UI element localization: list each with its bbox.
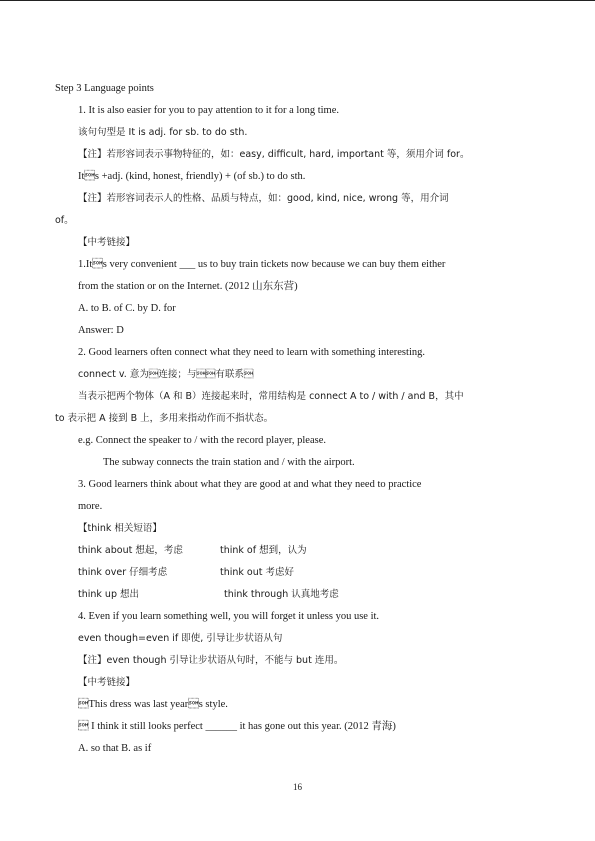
phrase-think-up: think up 想出 (78, 589, 139, 600)
point-4-definition: even though=even if 即使, 引导让步状语从句 (78, 633, 283, 644)
point-3-line-2: more. (78, 501, 103, 512)
point-1-pattern: 该句句型是 It is adj. for sb. to do sth. (78, 127, 248, 138)
point-1-pattern-2: Its +adj. (kind, honest, friendly) + (of sb.) to do sth. (78, 171, 306, 182)
question-1-line-1: 1.Its very convenient ___ us to buy train tickets now because we can buy them either (78, 259, 446, 270)
question-1-options: A. to B. of C. by D. for (78, 303, 176, 314)
phrase-think-about: think about 想起，考虑 (78, 545, 183, 556)
phrase-think-of: think of 想到，认为 (220, 545, 307, 556)
phrase-think-through: think through 认真地考虑 (224, 589, 339, 600)
point-2-example-2: The subway connects the train station and / with the airport. (103, 457, 355, 468)
page-number: 16 (293, 782, 302, 792)
note-3: 【注】even though 引导让步状语从句时，不能与 but 连用。 (78, 655, 344, 666)
point-2-definition: connect v. 意为连接；与有联系 (78, 369, 254, 380)
question-2-line-2:  I think it still looks perfect ______ it has gone out this year. (2012 青海) (78, 721, 396, 732)
point-2: 2. Good learners often connect what they need to learn with something interesting. (78, 347, 425, 358)
point-3-line-1: 3. Good learners think about what they are good at and what they need to practice (78, 479, 422, 490)
think-phrases-heading: 【think 相关短语】 (78, 523, 162, 534)
page-top-rule (0, 0, 595, 1)
question-2-options: A. so that B. as if (78, 743, 152, 754)
phrase-think-out: think out 考虑好 (220, 567, 295, 578)
point-4: 4. Even if you learn something well, you will forget it unless you use it. (78, 611, 380, 622)
section-heading: Step 3 Language points (55, 83, 154, 94)
question-1-line-2: from the station or on the Internet. (2012 山东东营) (78, 281, 298, 292)
note-2-line-1: 【注】若形容词表示人的性格、品质与特点，如：good, kind, nice, wrong 等，用介词 (78, 193, 449, 204)
phrase-think-over: think over 仔细考虑 (78, 567, 168, 578)
question-1-answer: Answer: D (78, 325, 124, 336)
point-2-explanation-line-1: 当表示把两个物体（A 和 B）连接起来时，常用结构是 connect A to / with / and B，其中 (78, 391, 464, 402)
question-2-line-1: This dress was last years style. (78, 699, 228, 710)
note-2-line-2: of。 (55, 215, 74, 226)
exam-link-heading-2: 【中考链接】 (78, 677, 136, 688)
point-1: 1. It is also easier for you to pay attention to it for a long time. (78, 105, 339, 116)
point-2-explanation-line-2: to 表示把 A 接到 B 上，多用来指动作而不指状态。 (55, 413, 274, 424)
point-2-example-1: e.g. Connect the speaker to / with the record player, please. (78, 435, 326, 446)
note-1: 【注】若形容词表示事物特征的，如：easy, difficult, hard, important 等，须用介词 for。 (78, 149, 470, 160)
exam-link-heading-1: 【中考链接】 (78, 237, 136, 248)
